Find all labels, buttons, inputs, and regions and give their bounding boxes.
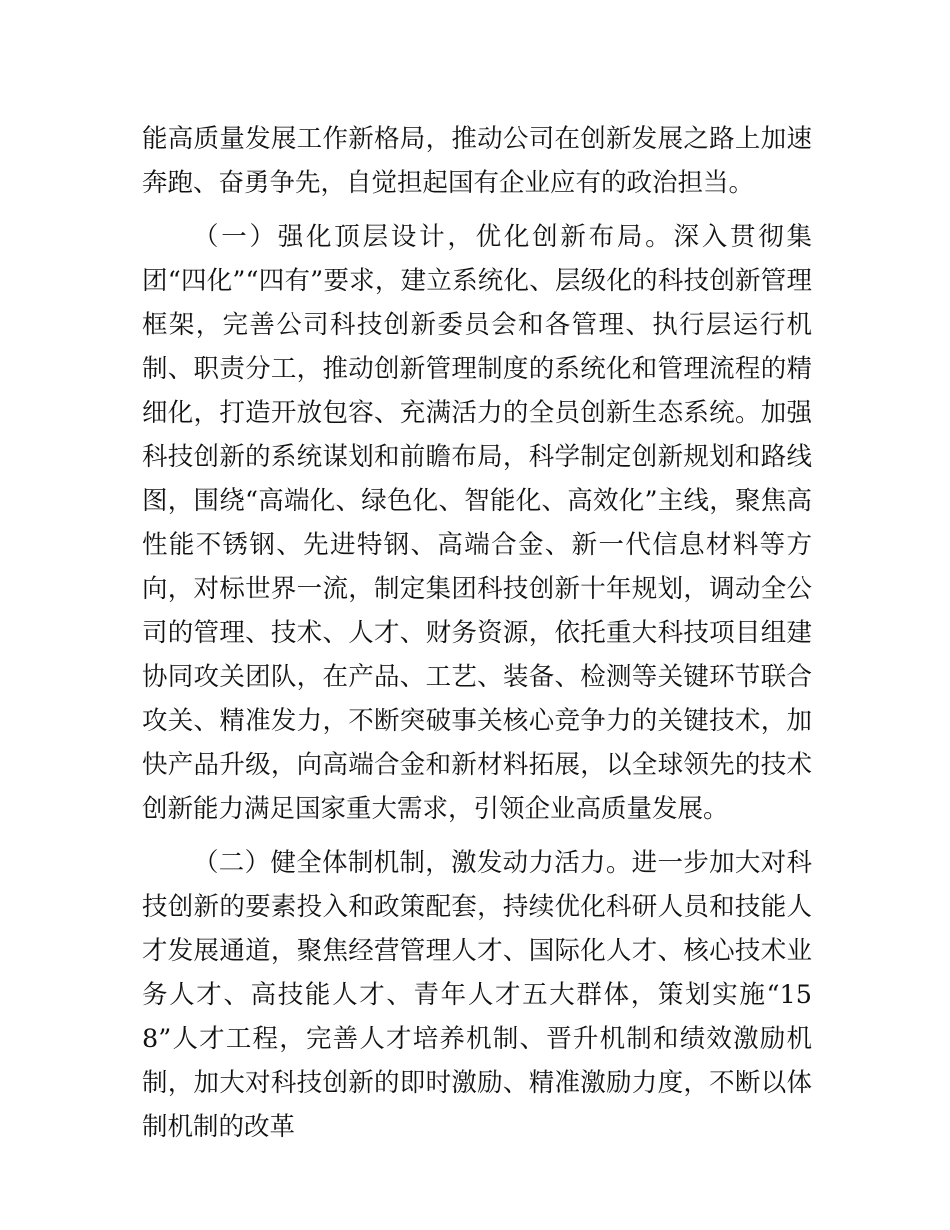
document-body bbox=[142, 117, 812, 1149]
paragraph-section-one: （一）强化顶层设计，优化创新布局。深入贯彻集团“四化”“四有”要求，建立系统化、层级化的科技创新管理框架，完善公司科技创新委员会和各管理、执行层运行机制、职责分工，推动创新管理制度的系统化和管理流程的精细化，打造开放包容、充满活力的全员创新生态系统。加强科技创新的系统谋划和前瞻布局，科学制定创新规划和路线图，围绕“高端化、绿色化、智能化、高效化”主线，聚焦高性能不锈钢、先进特钢、高端合金、新一代信息材料等方向，对标世界一流，制定集团科技创新十年规划，调动全公司的管理、技术、人才、财务资源，依托重大科技项目组建协同攻关团队，在产品、工艺、装备、检测等关键环节联合攻关、精准发力，不断突破事关核心竞争力的关键技术，加快产品升级，向高端合金和新材料拓展，以全球领先的技术创新能力满足国家重大需求，引领企业高质量发展。 bbox=[142, 222, 812, 824]
paragraph-continuation: 能高质量发展工作新格局，推动公司在创新发展之路上加速奔跑、奋勇争先，自觉担起国有企业应有的政治担当。 bbox=[142, 124, 812, 198]
paragraph-section-two: （二）健全体制机制，激发动力活力。进一步加大对科技创新的要素投入和政策配套，持续优化科研人员和技能人才发展通道，聚焦经营管理人才、国际化人才、核心技术业务人才、高技能人才、青年人才五大群体，策划实施“158”人才工程，完善人才培养机制、晋升机制和绩效激励机制，加大对科技创新的即时激励、精准激励力度，不断以体制机制的改革 bbox=[142, 848, 812, 1142]
